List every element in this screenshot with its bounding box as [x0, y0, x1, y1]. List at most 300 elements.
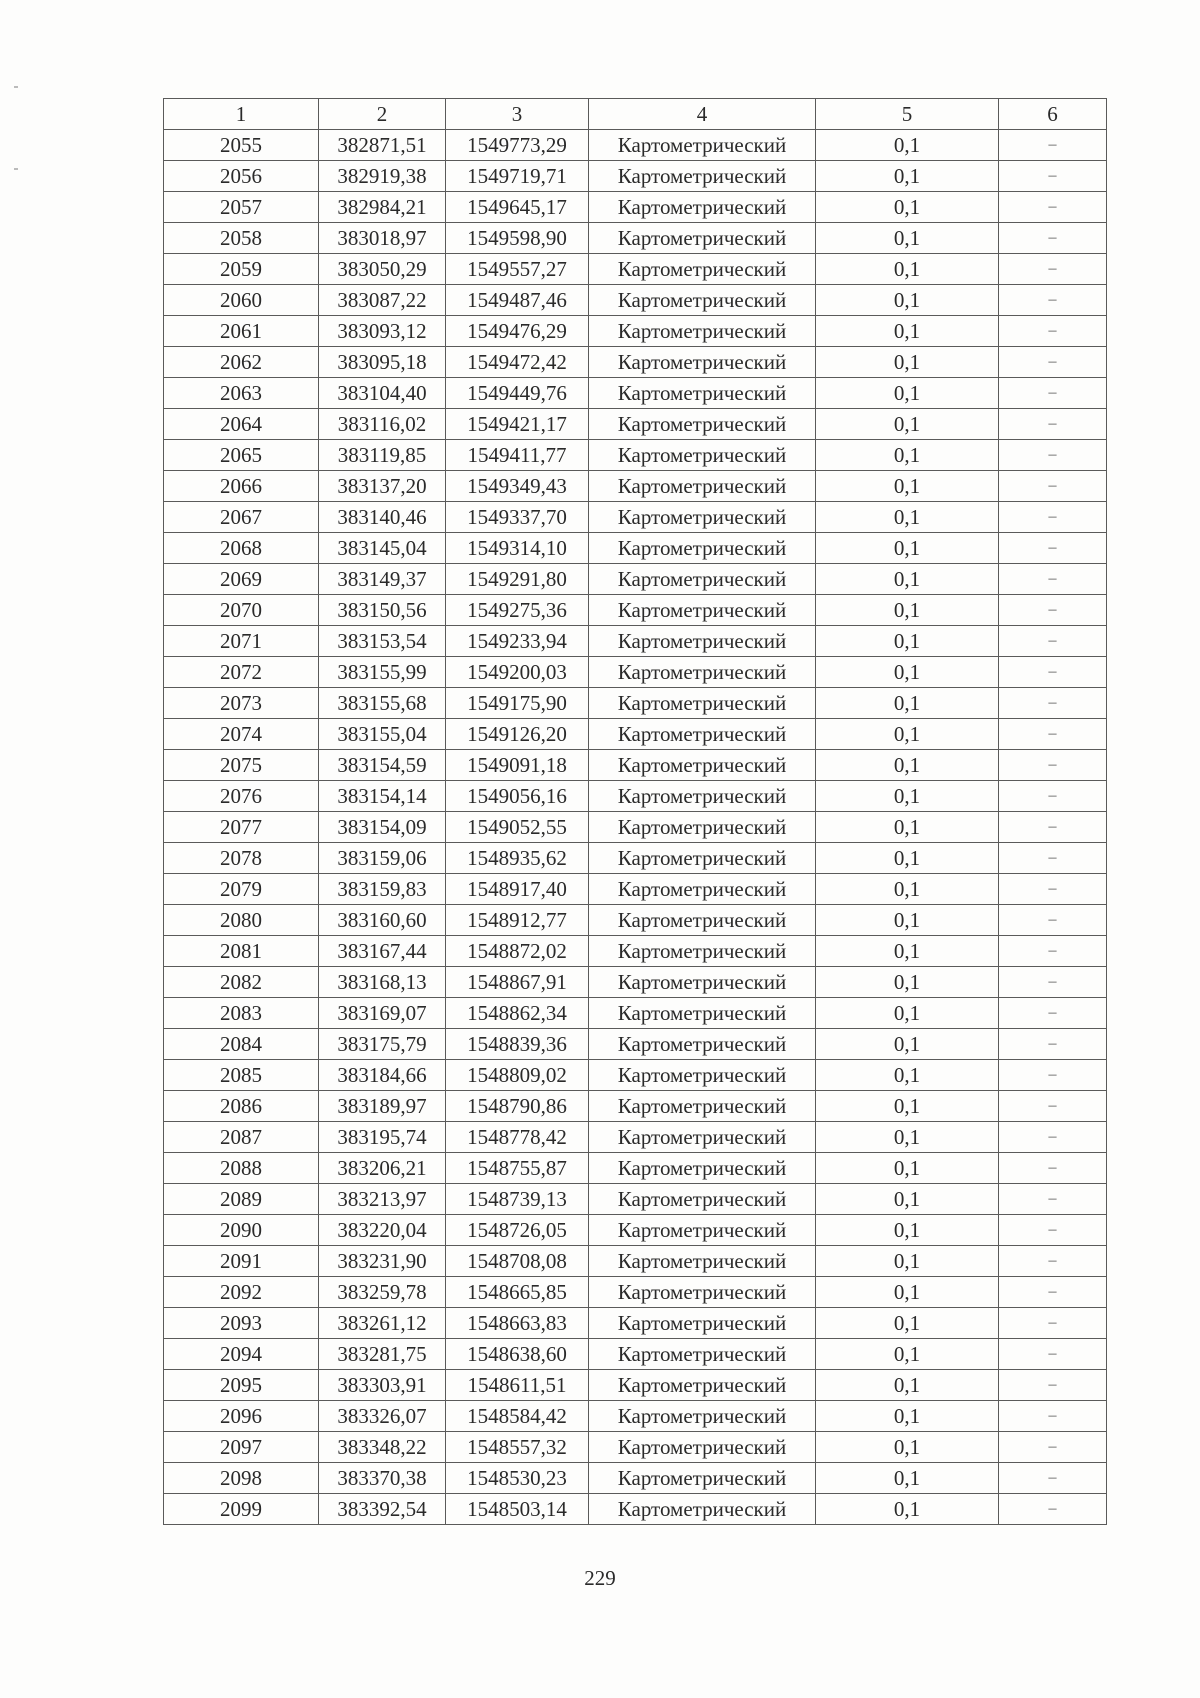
cell-point-number: 2077 [164, 812, 319, 843]
cell-accuracy: 0,1 [816, 1215, 999, 1246]
cell-coordinate-x: 383155,99 [319, 657, 446, 688]
table-row [164, 750, 1107, 781]
cell-method: Картометрический [589, 1432, 816, 1463]
table-row [164, 378, 1107, 409]
table-row [164, 1277, 1107, 1308]
cell-point-number: 2097 [164, 1432, 319, 1463]
cell-coordinate-x: 383154,14 [319, 781, 446, 812]
cell-coordinate-y: 1549598,90 [446, 223, 589, 254]
cell-coordinate-y: 1548790,86 [446, 1091, 589, 1122]
cell-accuracy: 0,1 [816, 936, 999, 967]
cell-coordinate-y: 1549126,20 [446, 719, 589, 750]
cell-accuracy: 0,1 [816, 1060, 999, 1091]
table-row [164, 1091, 1107, 1122]
cell-coordinate-x: 383154,59 [319, 750, 446, 781]
cell-coordinate-y: 1549314,10 [446, 533, 589, 564]
cell-coordinate-x: 383137,20 [319, 471, 446, 502]
cell-coordinate-x: 383261,12 [319, 1308, 446, 1339]
column-header-1: 1 [164, 99, 319, 130]
table-row [164, 905, 1107, 936]
cell-coordinate-y: 1548872,02 [446, 936, 589, 967]
cell-coordinate-x: 383169,07 [319, 998, 446, 1029]
cell-description: – [999, 626, 1107, 657]
cell-coordinate-y: 1548912,77 [446, 905, 589, 936]
cell-method: Картометрический [589, 192, 816, 223]
cell-point-number: 2083 [164, 998, 319, 1029]
cell-coordinate-x: 383155,68 [319, 688, 446, 719]
cell-description: – [999, 843, 1107, 874]
cell-coordinate-x: 383104,40 [319, 378, 446, 409]
cell-method: Картометрический [589, 1246, 816, 1277]
cell-accuracy: 0,1 [816, 1122, 999, 1153]
table-row [164, 192, 1107, 223]
cell-method: Картометрический [589, 564, 816, 595]
cell-point-number: 2099 [164, 1494, 319, 1525]
cell-description: – [999, 1494, 1107, 1525]
cell-coordinate-y: 1549291,80 [446, 564, 589, 595]
table-row [164, 502, 1107, 533]
cell-point-number: 2067 [164, 502, 319, 533]
cell-point-number: 2071 [164, 626, 319, 657]
table-row [164, 533, 1107, 564]
cell-coordinate-y: 1548867,91 [446, 967, 589, 998]
cell-point-number: 2094 [164, 1339, 319, 1370]
cell-method: Картометрический [589, 1215, 816, 1246]
cell-coordinate-y: 1549200,03 [446, 657, 589, 688]
cell-accuracy: 0,1 [816, 1432, 999, 1463]
table-row [164, 998, 1107, 1029]
cell-description: – [999, 1432, 1107, 1463]
cell-point-number: 2096 [164, 1401, 319, 1432]
cell-accuracy: 0,1 [816, 626, 999, 657]
cell-accuracy: 0,1 [816, 1308, 999, 1339]
cell-coordinate-y: 1548862,34 [446, 998, 589, 1029]
cell-accuracy: 0,1 [816, 750, 999, 781]
cell-description: – [999, 1370, 1107, 1401]
cell-description: – [999, 657, 1107, 688]
cell-description: – [999, 750, 1107, 781]
cell-point-number: 2066 [164, 471, 319, 502]
cell-description: – [999, 1215, 1107, 1246]
table-row [164, 254, 1107, 285]
cell-description: – [999, 936, 1107, 967]
table-row [164, 657, 1107, 688]
cell-accuracy: 0,1 [816, 1370, 999, 1401]
cell-coordinate-y: 1548809,02 [446, 1060, 589, 1091]
cell-coordinate-y: 1548584,42 [446, 1401, 589, 1432]
table-row [164, 967, 1107, 998]
cell-coordinate-x: 383220,04 [319, 1215, 446, 1246]
cell-description: – [999, 502, 1107, 533]
cell-accuracy: 0,1 [816, 1246, 999, 1277]
cell-coordinate-x: 383206,21 [319, 1153, 446, 1184]
cell-description: – [999, 688, 1107, 719]
table-row [164, 843, 1107, 874]
column-header-5: 5 [816, 99, 999, 130]
cell-point-number: 2091 [164, 1246, 319, 1277]
cell-method: Картометрический [589, 595, 816, 626]
cell-description: – [999, 409, 1107, 440]
cell-method: Картометрический [589, 657, 816, 688]
table-row [164, 688, 1107, 719]
cell-coordinate-y: 1549056,16 [446, 781, 589, 812]
cell-description: – [999, 1184, 1107, 1215]
cell-coordinate-x: 383184,66 [319, 1060, 446, 1091]
cell-accuracy: 0,1 [816, 533, 999, 564]
cell-point-number: 2073 [164, 688, 319, 719]
cell-coordinate-y: 1549421,17 [446, 409, 589, 440]
cell-point-number: 2084 [164, 1029, 319, 1060]
cell-method: Картометрический [589, 812, 816, 843]
cell-point-number: 2086 [164, 1091, 319, 1122]
cell-method: Картометрический [589, 626, 816, 657]
cell-method: Картометрический [589, 130, 816, 161]
cell-method: Картометрический [589, 781, 816, 812]
cell-coordinate-y: 1549052,55 [446, 812, 589, 843]
table-row [164, 1122, 1107, 1153]
cell-accuracy: 0,1 [816, 192, 999, 223]
cell-coordinate-x: 383167,44 [319, 936, 446, 967]
cell-accuracy: 0,1 [816, 688, 999, 719]
cell-method: Картометрический [589, 378, 816, 409]
cell-accuracy: 0,1 [816, 874, 999, 905]
coordinates-table [163, 98, 1107, 1525]
cell-description: – [999, 719, 1107, 750]
cell-coordinate-x: 383155,04 [319, 719, 446, 750]
cell-coordinate-y: 1548778,42 [446, 1122, 589, 1153]
cell-point-number: 2055 [164, 130, 319, 161]
cell-coordinate-x: 383189,97 [319, 1091, 446, 1122]
cell-accuracy: 0,1 [816, 1401, 999, 1432]
cell-description: – [999, 161, 1107, 192]
table-row [164, 1432, 1107, 1463]
cell-point-number: 2056 [164, 161, 319, 192]
cell-point-number: 2095 [164, 1370, 319, 1401]
cell-coordinate-x: 383175,79 [319, 1029, 446, 1060]
cell-point-number: 2058 [164, 223, 319, 254]
cell-accuracy: 0,1 [816, 781, 999, 812]
cell-accuracy: 0,1 [816, 967, 999, 998]
cell-method: Картометрический [589, 471, 816, 502]
scan-speck [14, 168, 18, 170]
cell-description: – [999, 223, 1107, 254]
cell-description: – [999, 254, 1107, 285]
cell-method: Картометрический [589, 843, 816, 874]
cell-point-number: 2087 [164, 1122, 319, 1153]
cell-method: Картометрический [589, 874, 816, 905]
column-header-2: 2 [319, 99, 446, 130]
table-header [164, 99, 1107, 130]
cell-method: Картометрический [589, 502, 816, 533]
cell-description: – [999, 1246, 1107, 1277]
cell-accuracy: 0,1 [816, 1463, 999, 1494]
cell-point-number: 2092 [164, 1277, 319, 1308]
cell-coordinate-y: 1548935,62 [446, 843, 589, 874]
cell-point-number: 2093 [164, 1308, 319, 1339]
cell-coordinate-y: 1549175,90 [446, 688, 589, 719]
cell-description: – [999, 564, 1107, 595]
table-row [164, 1060, 1107, 1091]
cell-coordinate-x: 383392,54 [319, 1494, 446, 1525]
cell-description: – [999, 781, 1107, 812]
table-row [164, 1370, 1107, 1401]
table-row [164, 1246, 1107, 1277]
cell-point-number: 2059 [164, 254, 319, 285]
cell-method: Картометрический [589, 1308, 816, 1339]
cell-point-number: 2090 [164, 1215, 319, 1246]
cell-point-number: 2061 [164, 316, 319, 347]
cell-coordinate-y: 1548708,08 [446, 1246, 589, 1277]
cell-coordinate-y: 1548557,32 [446, 1432, 589, 1463]
table-row [164, 1153, 1107, 1184]
cell-coordinate-x: 383093,12 [319, 316, 446, 347]
table-row [164, 874, 1107, 905]
cell-accuracy: 0,1 [816, 254, 999, 285]
cell-point-number: 2063 [164, 378, 319, 409]
table-row [164, 440, 1107, 471]
cell-coordinate-x: 383150,56 [319, 595, 446, 626]
cell-description: – [999, 1401, 1107, 1432]
cell-coordinate-y: 1548917,40 [446, 874, 589, 905]
cell-method: Картометрический [589, 905, 816, 936]
cell-description: – [999, 1153, 1107, 1184]
table-row [164, 1029, 1107, 1060]
cell-coordinate-x: 383195,74 [319, 1122, 446, 1153]
cell-accuracy: 0,1 [816, 905, 999, 936]
cell-coordinate-y: 1549476,29 [446, 316, 589, 347]
cell-method: Картометрический [589, 347, 816, 378]
cell-method: Картометрический [589, 719, 816, 750]
table-row [164, 316, 1107, 347]
cell-description: – [999, 378, 1107, 409]
cell-accuracy: 0,1 [816, 378, 999, 409]
cell-accuracy: 0,1 [816, 564, 999, 595]
cell-accuracy: 0,1 [816, 409, 999, 440]
cell-method: Картометрический [589, 936, 816, 967]
cell-method: Картометрический [589, 1401, 816, 1432]
cell-coordinate-x: 383231,90 [319, 1246, 446, 1277]
cell-accuracy: 0,1 [816, 502, 999, 533]
table-row [164, 564, 1107, 595]
cell-description: – [999, 1339, 1107, 1370]
cell-accuracy: 0,1 [816, 1184, 999, 1215]
cell-description: – [999, 471, 1107, 502]
cell-coordinate-x: 383050,29 [319, 254, 446, 285]
cell-coordinate-x: 382984,21 [319, 192, 446, 223]
cell-description: – [999, 1091, 1107, 1122]
cell-accuracy: 0,1 [816, 223, 999, 254]
table-row [164, 1463, 1107, 1494]
table-row [164, 161, 1107, 192]
cell-coordinate-y: 1549719,71 [446, 161, 589, 192]
cell-coordinate-y: 1549091,18 [446, 750, 589, 781]
column-header-6: 6 [999, 99, 1107, 130]
cell-method: Картометрический [589, 440, 816, 471]
cell-accuracy: 0,1 [816, 1339, 999, 1370]
cell-description: – [999, 192, 1107, 223]
cell-coordinate-x: 382871,51 [319, 130, 446, 161]
cell-coordinate-y: 1549472,42 [446, 347, 589, 378]
cell-coordinate-y: 1548611,51 [446, 1370, 589, 1401]
header-row [164, 99, 1107, 130]
cell-description: – [999, 533, 1107, 564]
cell-description: – [999, 874, 1107, 905]
cell-accuracy: 0,1 [816, 316, 999, 347]
cell-method: Картометрический [589, 316, 816, 347]
cell-accuracy: 0,1 [816, 1029, 999, 1060]
cell-method: Картометрический [589, 223, 816, 254]
cell-method: Картометрический [589, 1029, 816, 1060]
cell-coordinate-x: 383348,22 [319, 1432, 446, 1463]
table-row [164, 1215, 1107, 1246]
cell-method: Картометрический [589, 1184, 816, 1215]
table-row [164, 1339, 1107, 1370]
cell-coordinate-y: 1548839,36 [446, 1029, 589, 1060]
cell-description: – [999, 595, 1107, 626]
cell-accuracy: 0,1 [816, 440, 999, 471]
cell-method: Картометрический [589, 409, 816, 440]
cell-coordinate-x: 383159,83 [319, 874, 446, 905]
cell-accuracy: 0,1 [816, 1494, 999, 1525]
cell-point-number: 2076 [164, 781, 319, 812]
cell-point-number: 2081 [164, 936, 319, 967]
table-row [164, 626, 1107, 657]
cell-coordinate-y: 1548665,85 [446, 1277, 589, 1308]
cell-description: – [999, 440, 1107, 471]
scan-speck [14, 86, 18, 88]
table-row [164, 285, 1107, 316]
cell-description: – [999, 130, 1107, 161]
table-row [164, 595, 1107, 626]
cell-accuracy: 0,1 [816, 161, 999, 192]
cell-coordinate-x: 383168,13 [319, 967, 446, 998]
cell-description: – [999, 1463, 1107, 1494]
cell-coordinate-y: 1549773,29 [446, 130, 589, 161]
cell-coordinate-y: 1549487,46 [446, 285, 589, 316]
cell-method: Картометрический [589, 1122, 816, 1153]
cell-coordinate-x: 383370,38 [319, 1463, 446, 1494]
cell-method: Картометрический [589, 998, 816, 1029]
cell-accuracy: 0,1 [816, 347, 999, 378]
cell-accuracy: 0,1 [816, 998, 999, 1029]
cell-point-number: 2082 [164, 967, 319, 998]
cell-coordinate-y: 1548638,60 [446, 1339, 589, 1370]
cell-description: – [999, 285, 1107, 316]
cell-point-number: 2079 [164, 874, 319, 905]
cell-method: Картометрический [589, 750, 816, 781]
table-row [164, 409, 1107, 440]
cell-coordinate-x: 383213,97 [319, 1184, 446, 1215]
cell-point-number: 2098 [164, 1463, 319, 1494]
cell-accuracy: 0,1 [816, 471, 999, 502]
cell-method: Картометрический [589, 285, 816, 316]
cell-method: Картометрический [589, 1339, 816, 1370]
cell-coordinate-y: 1549275,36 [446, 595, 589, 626]
table-row [164, 347, 1107, 378]
cell-coordinate-y: 1548530,23 [446, 1463, 589, 1494]
cell-point-number: 2060 [164, 285, 319, 316]
cell-description: – [999, 998, 1107, 1029]
cell-point-number: 2062 [164, 347, 319, 378]
table-row [164, 936, 1107, 967]
cell-coordinate-y: 1548503,14 [446, 1494, 589, 1525]
cell-accuracy: 0,1 [816, 285, 999, 316]
cell-coordinate-x: 383154,09 [319, 812, 446, 843]
page-number: 229 [584, 1566, 616, 1590]
cell-method: Картометрический [589, 1370, 816, 1401]
cell-coordinate-y: 1549233,94 [446, 626, 589, 657]
cell-coordinate-x: 383149,37 [319, 564, 446, 595]
cell-coordinate-y: 1548739,13 [446, 1184, 589, 1215]
cell-accuracy: 0,1 [816, 595, 999, 626]
cell-method: Картометрический [589, 161, 816, 192]
cell-description: – [999, 1277, 1107, 1308]
cell-point-number: 2065 [164, 440, 319, 471]
cell-method: Картометрический [589, 688, 816, 719]
table-row [164, 223, 1107, 254]
cell-accuracy: 0,1 [816, 130, 999, 161]
cell-coordinate-y: 1548663,83 [446, 1308, 589, 1339]
cell-coordinate-x: 383303,91 [319, 1370, 446, 1401]
cell-description: – [999, 316, 1107, 347]
cell-point-number: 2085 [164, 1060, 319, 1091]
cell-method: Картометрический [589, 1463, 816, 1494]
cell-point-number: 2074 [164, 719, 319, 750]
cell-description: – [999, 1308, 1107, 1339]
table-row [164, 719, 1107, 750]
cell-point-number: 2068 [164, 533, 319, 564]
cell-coordinate-y: 1549449,76 [446, 378, 589, 409]
cell-description: – [999, 967, 1107, 998]
cell-accuracy: 0,1 [816, 1277, 999, 1308]
table-row [164, 1308, 1107, 1339]
cell-coordinate-x: 383140,46 [319, 502, 446, 533]
cell-coordinate-y: 1549645,17 [446, 192, 589, 223]
cell-accuracy: 0,1 [816, 1091, 999, 1122]
table-row [164, 471, 1107, 502]
table-row [164, 130, 1107, 161]
cell-point-number: 2072 [164, 657, 319, 688]
cell-coordinate-x: 383087,22 [319, 285, 446, 316]
cell-point-number: 2070 [164, 595, 319, 626]
cell-coordinate-x: 383160,60 [319, 905, 446, 936]
column-header-3: 3 [446, 99, 589, 130]
cell-description: – [999, 1029, 1107, 1060]
cell-point-number: 2064 [164, 409, 319, 440]
table-row [164, 1401, 1107, 1432]
cell-point-number: 2075 [164, 750, 319, 781]
cell-coordinate-x: 383326,07 [319, 1401, 446, 1432]
cell-coordinate-x: 383119,85 [319, 440, 446, 471]
table-row [164, 1184, 1107, 1215]
cell-coordinate-y: 1549557,27 [446, 254, 589, 285]
cell-point-number: 2069 [164, 564, 319, 595]
cell-coordinate-x: 383018,97 [319, 223, 446, 254]
cell-coordinate-x: 383116,02 [319, 409, 446, 440]
cell-description: – [999, 1122, 1107, 1153]
cell-accuracy: 0,1 [816, 843, 999, 874]
cell-accuracy: 0,1 [816, 1153, 999, 1184]
cell-method: Картометрический [589, 1494, 816, 1525]
cell-description: – [999, 812, 1107, 843]
cell-description: – [999, 1060, 1107, 1091]
cell-coordinate-y: 1549411,77 [446, 440, 589, 471]
cell-point-number: 2057 [164, 192, 319, 223]
cell-coordinate-x: 382919,38 [319, 161, 446, 192]
cell-method: Картометрический [589, 1153, 816, 1184]
cell-method: Картометрический [589, 1091, 816, 1122]
cell-method: Картометрический [589, 1060, 816, 1091]
